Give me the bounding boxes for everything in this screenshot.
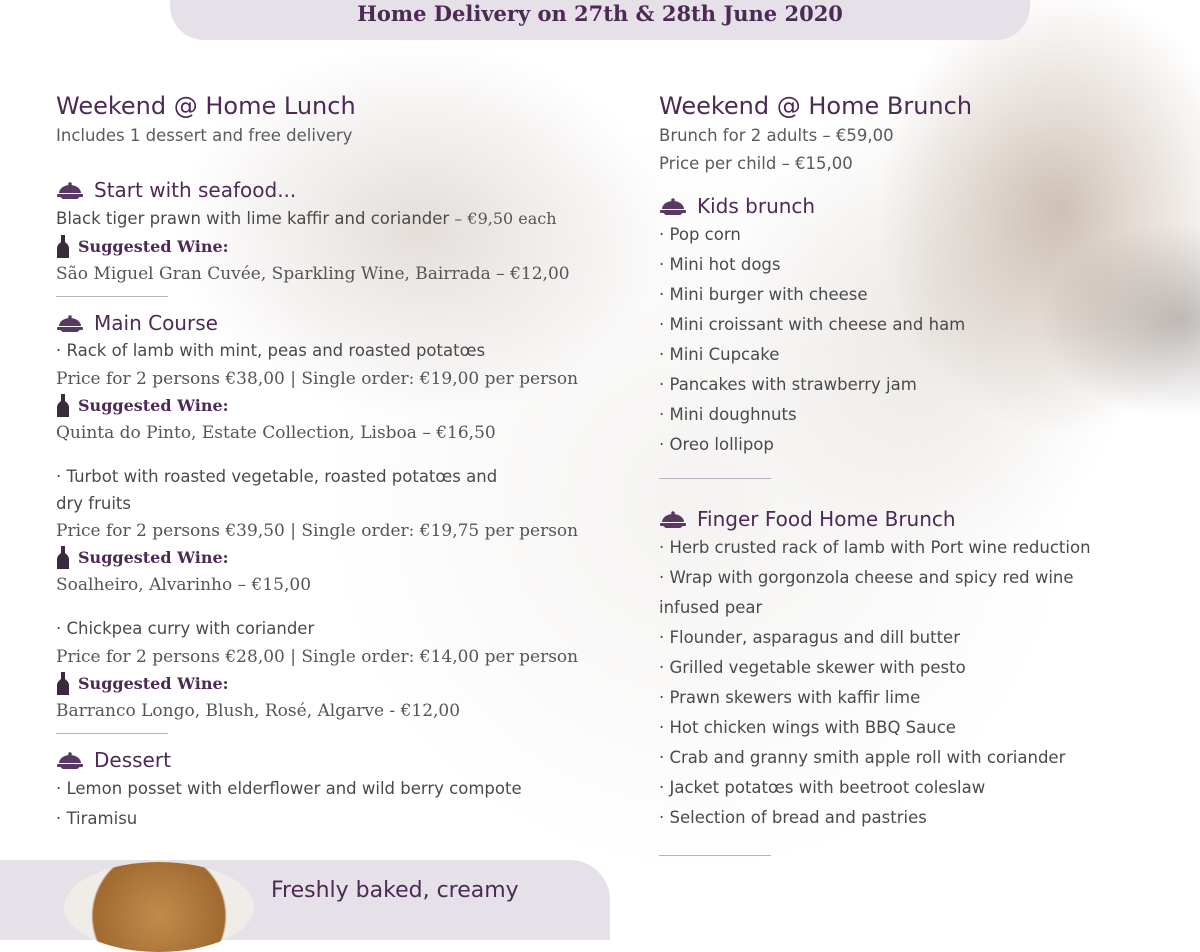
dish-name-cont: dry fruits	[56, 494, 131, 513]
dessert-heading	[56, 746, 616, 774]
list-item: · Wrap with gorgonzola cheese and spicy red wine	[659, 568, 1074, 587]
dish-wine-label-text: Suggested Wine:	[78, 674, 229, 693]
list-item: · Prawn skewers with kaffir lime	[659, 688, 921, 707]
list-item: · Crab and granny smith apple roll with coriander	[659, 748, 1066, 767]
lunch-title: Weekend @ Home Lunch	[56, 92, 356, 120]
dessert-heading-label: Dessert	[94, 748, 171, 772]
seafood-wine-label	[56, 234, 616, 260]
dish-wine-label	[56, 671, 616, 697]
list-item: · Herb crusted rack of lamb with Port wine reduction	[659, 538, 1091, 557]
list-item: · Selection of bread and pastries	[659, 808, 927, 827]
seafood-item-price: – €9,50 each	[449, 209, 557, 228]
list-item: · Grilled vegetable skewer with pesto	[659, 658, 966, 677]
brunch-child-price: Price per child – €15,00	[659, 154, 853, 173]
dish-price: Price for 2 persons €28,00 | Single order: €14,00 per person	[56, 647, 579, 667]
brunch-column	[659, 90, 1179, 856]
dish-wine: Barranco Longo, Blush, Rosé, Algarve - €12,00	[56, 701, 461, 721]
seafood-item-name: Black tiger prawn with lime kaffir and coriander	[56, 209, 450, 228]
dish-name: · Turbot with roasted vegetable, roasted potatœs and	[56, 467, 498, 486]
lunch-subtitle: Includes 1 dessert and free delivery	[56, 126, 353, 145]
list-item: · Mini burger with cheese	[659, 285, 868, 304]
cloche-icon	[56, 314, 84, 332]
list-item: · Mini croissant with cheese and ham	[659, 315, 966, 334]
dish-wine: Quinta do Pinto, Estate Collection, Lisboa – €16,50	[56, 423, 496, 443]
main-course-heading	[56, 309, 616, 337]
cloche-icon	[56, 181, 84, 199]
dish-price: Price for 2 persons €38,00 | Single order: €19,00 per person	[56, 369, 579, 389]
seafood-wine: São Miguel Gran Cuvée, Sparkling Wine, Bairrada – €12,00	[56, 264, 570, 284]
dish-name: · Rack of lamb with mint, peas and roasted potatœs	[56, 341, 486, 360]
dish-name: · Chickpea curry with coriander	[56, 619, 315, 638]
list-item: · Mini Cupcake	[659, 345, 780, 364]
dish-wine-label-text: Suggested Wine:	[78, 548, 229, 567]
delivery-date-header: Home Delivery on 27th & 28th June 2020	[357, 1, 843, 26]
dessert-item: · Lemon posset with elderflower and wild berry compote	[56, 779, 522, 798]
wine-bottle-icon	[56, 546, 70, 570]
list-item: infused pear	[659, 598, 763, 617]
dish-wine-label	[56, 545, 616, 571]
lunch-column	[56, 90, 616, 834]
list-item: · Mini hot dogs	[659, 255, 781, 274]
list-item: · Oreo lollipop	[659, 435, 774, 454]
dish-price: Price for 2 persons €39,50 | Single order: €19,75 per person	[56, 521, 579, 541]
list-item: · Mini doughnuts	[659, 405, 797, 424]
list-item: · Flounder, asparagus and dill butter	[659, 628, 960, 647]
seafood-item	[56, 204, 616, 234]
pastry-photo	[64, 862, 254, 952]
seafood-heading-label: Start with seafood...	[94, 178, 297, 202]
kids-brunch-heading-label: Kids brunch	[697, 194, 816, 218]
finger-food-heading	[659, 505, 1179, 533]
dessert-item: · Tiramisu	[56, 809, 138, 828]
seafood-heading	[56, 176, 616, 204]
divider	[659, 855, 771, 856]
promo-text: Freshly baked, creamy	[271, 878, 519, 903]
dish-wine-label	[56, 393, 616, 419]
dish-wine: Soalheiro, Alvarinho – €15,00	[56, 575, 312, 595]
seafood-wine-label-text: Suggested Wine:	[78, 237, 229, 256]
wine-bottle-icon	[56, 235, 70, 259]
cloche-icon	[659, 197, 687, 215]
dish-wine-label-text: Suggested Wine:	[78, 396, 229, 415]
wine-bottle-icon	[56, 672, 70, 696]
list-item: · Pancakes with strawberry jam	[659, 375, 917, 394]
cloche-icon	[56, 751, 84, 769]
list-item: · Hot chicken wings with BBQ Sauce	[659, 718, 956, 737]
kids-brunch-heading	[659, 192, 1179, 220]
list-item: · Pop corn	[659, 225, 741, 244]
wine-bottle-icon	[56, 394, 70, 418]
finger-food-heading-label: Finger Food Home Brunch	[697, 507, 956, 531]
list-item: · Jacket potatœs with beetroot coleslaw	[659, 778, 986, 797]
main-course-heading-label: Main Course	[94, 311, 218, 335]
cloche-icon	[659, 510, 687, 528]
brunch-adult-price: Brunch for 2 adults – €59,00	[659, 126, 894, 145]
brunch-title: Weekend @ Home Brunch	[659, 92, 973, 120]
